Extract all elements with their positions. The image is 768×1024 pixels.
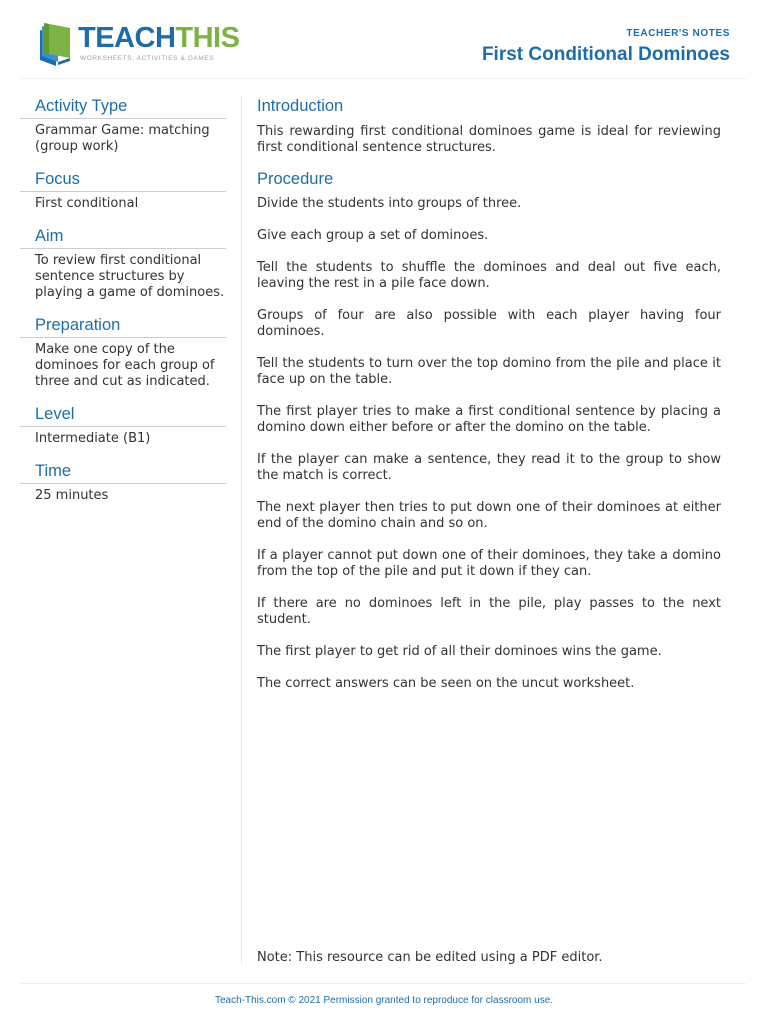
footer-divider xyxy=(20,983,746,984)
column-divider xyxy=(241,96,242,964)
activity-type-value: Grammar Game: matching (group work) xyxy=(35,123,210,154)
time-section xyxy=(20,460,226,504)
procedure-step: The first player to get rid of all their dominoes wins the game. xyxy=(257,644,662,659)
activity-type-heading: Activity Type xyxy=(35,97,128,115)
section-divider xyxy=(20,483,226,484)
focus-heading: Focus xyxy=(35,170,80,188)
section-divider xyxy=(20,426,226,427)
procedure-step: Divide the students into groups of three. xyxy=(257,196,522,211)
section-divider xyxy=(20,337,226,338)
header-divider xyxy=(20,78,746,79)
level-heading: Level xyxy=(35,405,75,423)
procedure-step: The first player tries to make a first conditional sentence by placing a domino down either before or after the domino on the table. xyxy=(257,404,721,435)
logo-this: THIS xyxy=(175,22,240,54)
main-content xyxy=(257,95,721,692)
teachers-notes-label: TEACHER'S NOTES xyxy=(626,28,730,39)
preparation-heading: Preparation xyxy=(35,316,121,334)
section-divider xyxy=(20,191,226,192)
activity-info-sidebar xyxy=(20,95,226,517)
procedure-step: If a player cannot put down one of their dominoes, they take a domino from the top of the pile and put it down if they can. xyxy=(257,548,721,579)
procedure-heading: Procedure xyxy=(257,170,334,188)
pdf-editor-note: Note: This resource can be edited using a PDF editor. xyxy=(257,950,603,965)
time-value: 25 minutes xyxy=(35,488,109,503)
footer-copyright[interactable]: Teach-This.com © 2021 Permission granted to reproduce for classroom use. xyxy=(214,995,554,1006)
focus-value: First conditional xyxy=(35,196,139,211)
procedure-step: Tell the students to shuffle the dominoes and deal out five each, leaving the rest in a pile face down. xyxy=(257,260,721,291)
time-heading: Time xyxy=(35,462,72,480)
preparation-value: Make one copy of the dominoes for each group of three and cut as indicated. xyxy=(35,342,215,389)
page-title: First Conditional Dominoes xyxy=(481,44,730,65)
procedure-step: Give each group a set of dominoes. xyxy=(257,228,489,243)
procedure-step: The correct answers can be seen on the uncut worksheet. xyxy=(257,676,635,691)
introduction-text: This rewarding first conditional dominoes game is ideal for reviewing first conditional sentence structures. xyxy=(257,124,721,155)
book-logo-icon xyxy=(36,22,76,68)
introduction-heading: Introduction xyxy=(257,97,344,115)
procedure-step: If the player can make a sentence, they read it to the group to show the match is correct. xyxy=(257,452,721,483)
logo-tagline: WORKSHEETS, ACTIVITIES & GAMES xyxy=(80,55,215,62)
aim-section xyxy=(20,225,226,301)
focus-section xyxy=(20,168,226,212)
section-divider xyxy=(20,248,226,249)
aim-heading: Aim xyxy=(35,227,64,245)
procedure-step: The next player then tries to put down one of their dominoes at either end of the domino chain and so on. xyxy=(257,500,721,531)
logo-teach: TEACH xyxy=(78,22,176,54)
teach-this-logo[interactable] xyxy=(36,22,240,70)
level-value: Intermediate (B1) xyxy=(35,431,151,446)
procedure-step: Groups of four are also possible with each player having four dominoes. xyxy=(257,308,721,339)
aim-value: To review first conditional sentence structures by playing a game of dominoes. xyxy=(35,253,225,300)
section-divider xyxy=(20,118,226,119)
level-section xyxy=(20,403,226,447)
procedure-step: Tell the students to turn over the top domino from the pile and place it face up on the table. xyxy=(257,356,721,387)
procedure-step: If there are no dominoes left in the pile, play passes to the next student. xyxy=(257,596,721,627)
preparation-section xyxy=(20,314,226,390)
activity-type-section xyxy=(20,95,226,155)
page-header xyxy=(0,0,768,80)
logo-wordmark xyxy=(78,21,239,55)
